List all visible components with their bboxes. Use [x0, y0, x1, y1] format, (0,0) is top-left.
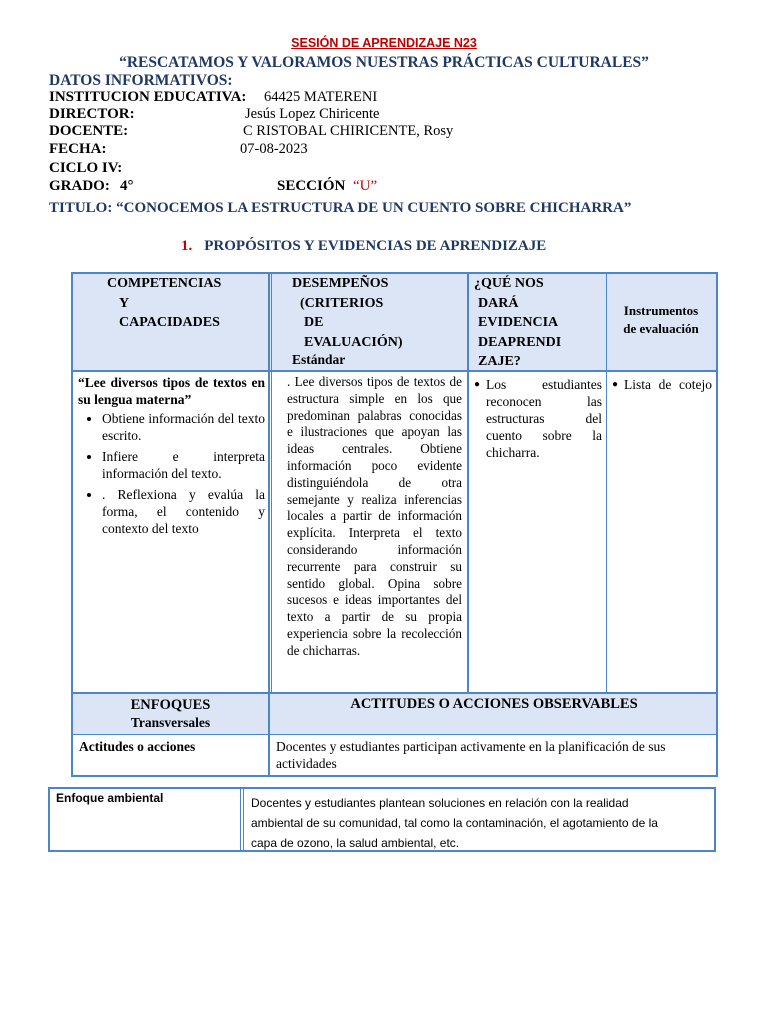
ciclo-label: CICLO IV:	[49, 160, 123, 176]
institucion-label: INSTITUCION EDUCATIVA:	[49, 89, 247, 105]
actitudes-value: Docentes y estudiantes participan activamente en la planificación de sus actividades	[276, 739, 666, 771]
header-evidencia: ¿QUÉ NOS DARÁ EVIDENCIA DEAPRENDI ZAJE?	[474, 276, 562, 369]
docente-label: DOCENTE:	[49, 123, 129, 139]
evidencia-text: Los estudiantes reconocen las estructuras del cuento sobre la chicharra.	[486, 377, 602, 460]
list-item: • . Reflexiona y evalúa la forma, el contenido y contexto del texto	[102, 482, 265, 537]
desempeno-cell: . Lee diversos tipos de textos de estructura simple en los que predominan palabras conocidas e ilustraciones que apoyan las ideas centrales. Obtiene información poco evidente distinguiéndola de otra semejante y realiza inferencias locales a partir de información explícita. Interpreta el texto considerando información recurrente para construir su sentido global. Opina sobre sucesos e ideas importantes del texto a partir de su propia experiencia sobre la recolección de chicharras.	[287, 374, 462, 658]
datos-heading: DATOS INFORMATIVOS:	[49, 72, 233, 89]
director-value: Jesús Lopez Chiricente	[245, 106, 380, 122]
section-number: 1.	[181, 238, 193, 254]
instrumento-cell: ● Lista de cotejo	[612, 377, 712, 392]
header-instrumentos: Instrumentos de evaluación	[623, 303, 699, 336]
seccion-label: SECCIÓN	[277, 178, 346, 194]
header-desempenos: DESEMPEÑOS (CRITERIOS DE EVALUACIÓN) Estándar	[292, 276, 403, 367]
institucion-value: 64425 MATERENI	[264, 89, 378, 105]
evidencia-cell: ● Los estudiantes reconocen las estructuras del cuento sobre la chicharra.	[474, 377, 602, 460]
session-number: SESIÓN DE APRENDIZAJE N23	[291, 36, 477, 50]
header-competencias: COMPETENCIAS Y CAPACIDADES	[107, 276, 222, 330]
grado-value: 4°	[120, 178, 134, 194]
docente-value: C RISTOBAL CHIRICENTE, Rosy	[243, 123, 454, 139]
enfoque-value: Docentes y estudiantes plantean soluciones en relación con la realidad ambiental de su comunidad, tal como la contaminación, el agotamiento de la capa de ozono, la salud ambiental, etc.	[251, 796, 658, 850]
session-title: “RESCATAMOS Y VALORAMOS NUESTRAS PRÁCTICAS CULTURALES”	[119, 54, 649, 71]
enfoque-label: Enfoque ambiental	[56, 791, 164, 805]
fecha-value: 07-08-2023	[240, 141, 308, 157]
competencia-cell	[78, 374, 265, 537]
titulo-label: TITULO:	[49, 200, 113, 216]
enfoques-cell	[73, 696, 268, 732]
enfoques-label: ENFOQUES	[130, 697, 211, 713]
titulo-value: “CONOCEMOS LA ESTRUCTURA DE UN CUENTO SOBRE CHICHARRA”	[116, 200, 632, 216]
actitudes-header: ACTITUDES O ACCIONES OBSERVABLES	[350, 696, 638, 712]
capacidades-list	[78, 410, 265, 537]
section-heading-text: PROPÓSITOS Y EVIDENCIAS DE APRENDIZAJE	[204, 238, 547, 254]
titulo-row	[49, 200, 631, 217]
list-item: • Obtiene información del texto escrito.	[102, 410, 265, 444]
competencia-title: “Lee diversos tipos de textos en su lengua materna”	[78, 375, 265, 407]
instrumento-text: Lista de cotejo	[624, 377, 712, 392]
transversales-label: Transversales	[130, 715, 211, 730]
seccion-value: “U”	[353, 178, 378, 194]
list-item: • Infiere e interpreta información del texto.	[102, 444, 265, 482]
section-heading	[181, 238, 546, 255]
fecha-label: FECHA:	[49, 141, 107, 157]
director-label: DIRECTOR:	[49, 106, 135, 122]
actitudes-label: Actitudes o acciones	[79, 739, 196, 754]
grado-label: GRADO:	[49, 178, 110, 194]
